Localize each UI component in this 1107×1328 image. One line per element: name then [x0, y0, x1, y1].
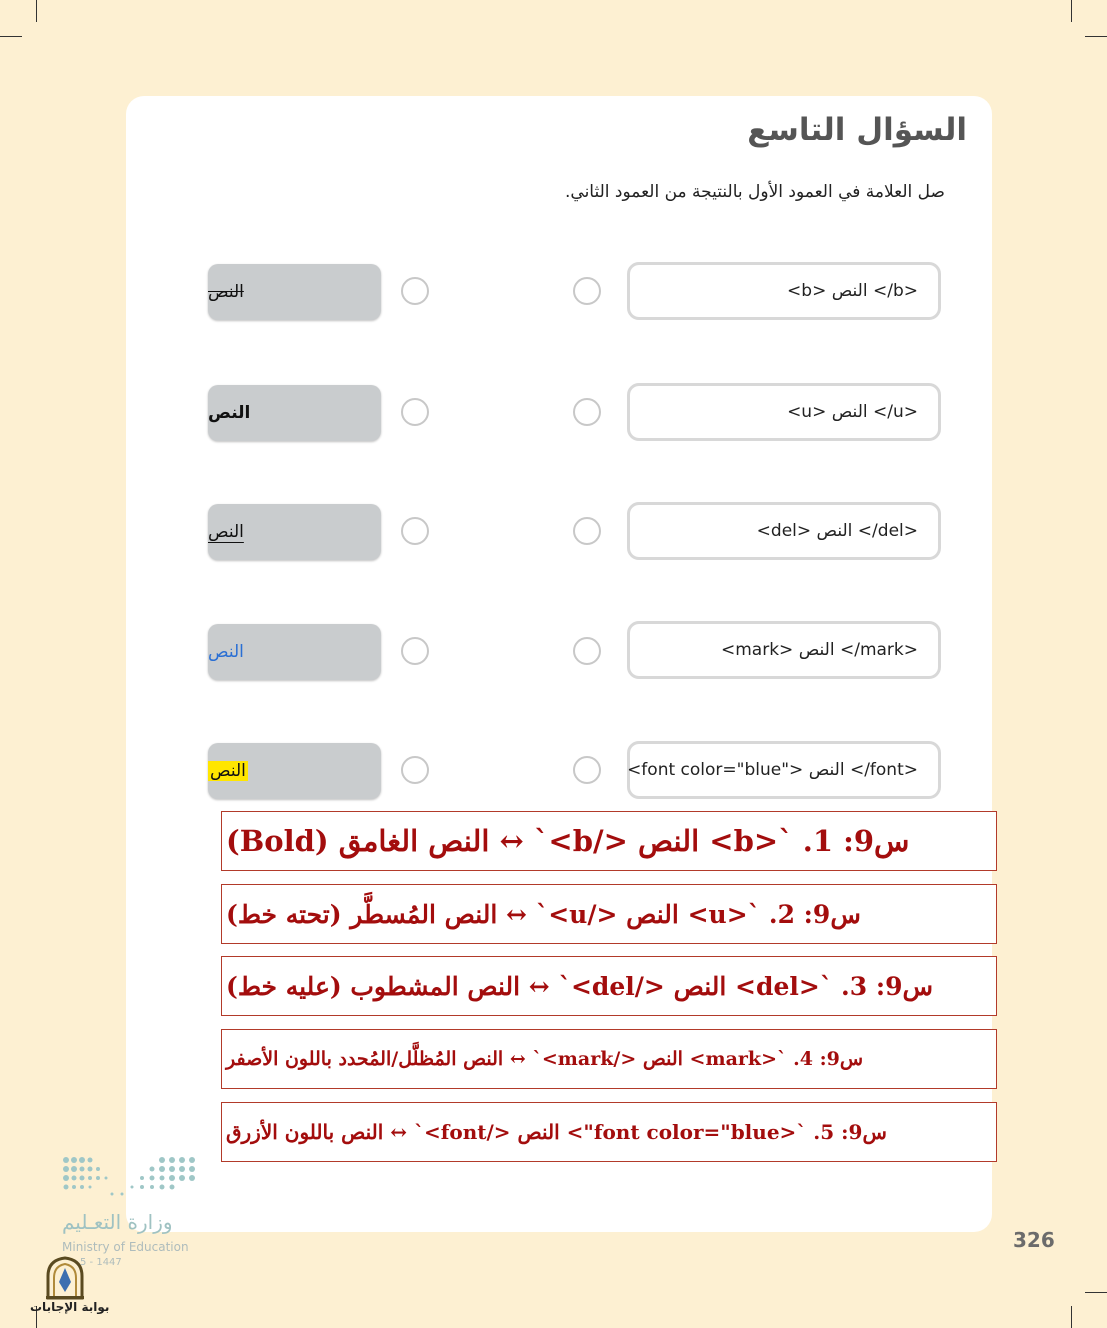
- tag-item-del[interactable]: [627, 502, 941, 560]
- crop-mark: [1071, 0, 1072, 22]
- answer-line-4: [221, 1029, 997, 1089]
- result-radio[interactable]: [401, 277, 429, 305]
- ministry-logo-icon: [62, 1156, 196, 1200]
- tag-item-font[interactable]: [627, 741, 941, 799]
- crop-mark: [1085, 36, 1107, 37]
- result-radio[interactable]: [401, 398, 429, 426]
- answer-line-5: [221, 1102, 997, 1162]
- crop-mark: [1085, 1292, 1107, 1293]
- tag-item-underline[interactable]: [627, 383, 941, 441]
- answer-text: س9: 4. `<mark> النص </mark>` ↔ النص المُظلَّل/المُحدد باللون الأصفر: [226, 1048, 864, 1070]
- result-text: النص: [210, 761, 246, 781]
- result-radio[interactable]: [401, 637, 429, 665]
- ministry-year: 5 - 1447: [80, 1257, 122, 1268]
- result-text: النص: [208, 282, 244, 302]
- ministry-name-ar: وزارة التعـليم: [62, 1210, 173, 1234]
- answer-text: س9: 1. `<b> النص </b>` ↔ النص الغامق (Bold): [226, 824, 910, 858]
- result-radio[interactable]: [401, 517, 429, 545]
- result-item-underline[interactable]: [208, 504, 381, 560]
- tag-code: <del> النص </del>: [756, 521, 918, 541]
- tag-code: <b> النص </b>: [787, 281, 918, 301]
- result-item-bold[interactable]: [208, 385, 381, 441]
- result-text: النص: [208, 522, 244, 542]
- result-text: النص: [208, 642, 244, 662]
- tag-code: <font color="blue"> النص </font>: [627, 760, 918, 780]
- tag-code: <u> النص </u>: [787, 402, 918, 422]
- tag-item-bold[interactable]: [627, 262, 941, 320]
- tag-radio[interactable]: [573, 637, 601, 665]
- ministry-name-en: Ministry of Education: [62, 1240, 189, 1254]
- question-title: السؤال التاسع: [747, 112, 967, 148]
- result-item-blue[interactable]: [208, 624, 381, 680]
- result-text: النص: [208, 403, 251, 423]
- answer-text: س9: 5. `<font color="blue"> النص </font>` ↔ النص باللون الأزرق: [226, 1120, 887, 1144]
- crop-mark: [36, 0, 37, 22]
- result-radio[interactable]: [401, 756, 429, 784]
- result-item-highlight[interactable]: [208, 743, 381, 799]
- answer-text: س9: 3. `<del> النص </del>` ↔ النص المشطوب (عليه خط): [226, 971, 933, 1001]
- answer-line-2: [221, 884, 997, 944]
- tag-item-mark[interactable]: [627, 621, 941, 679]
- crop-mark: [1071, 1306, 1072, 1328]
- tag-radio[interactable]: [573, 277, 601, 305]
- tag-radio[interactable]: [573, 756, 601, 784]
- portal-logo-icon: [44, 1256, 86, 1300]
- answer-line-1: [221, 811, 997, 871]
- answer-line-3: [221, 956, 997, 1016]
- result-item-strikethrough[interactable]: [208, 264, 381, 320]
- portal-label: بوابة الإجابات: [30, 1300, 110, 1314]
- answer-text: س9: 2. `<u> النص </u>` ↔ النص المُسطَّر (تحته خط): [226, 899, 861, 929]
- tag-radio[interactable]: [573, 517, 601, 545]
- tag-code: <mark> النص </mark>: [720, 640, 918, 660]
- page-number: 326: [1013, 1228, 1055, 1252]
- question-instruction: صل العلامة في العمود الأول بالنتيجة من العمود الثاني.: [565, 182, 945, 202]
- tag-radio[interactable]: [573, 398, 601, 426]
- crop-mark: [0, 36, 22, 37]
